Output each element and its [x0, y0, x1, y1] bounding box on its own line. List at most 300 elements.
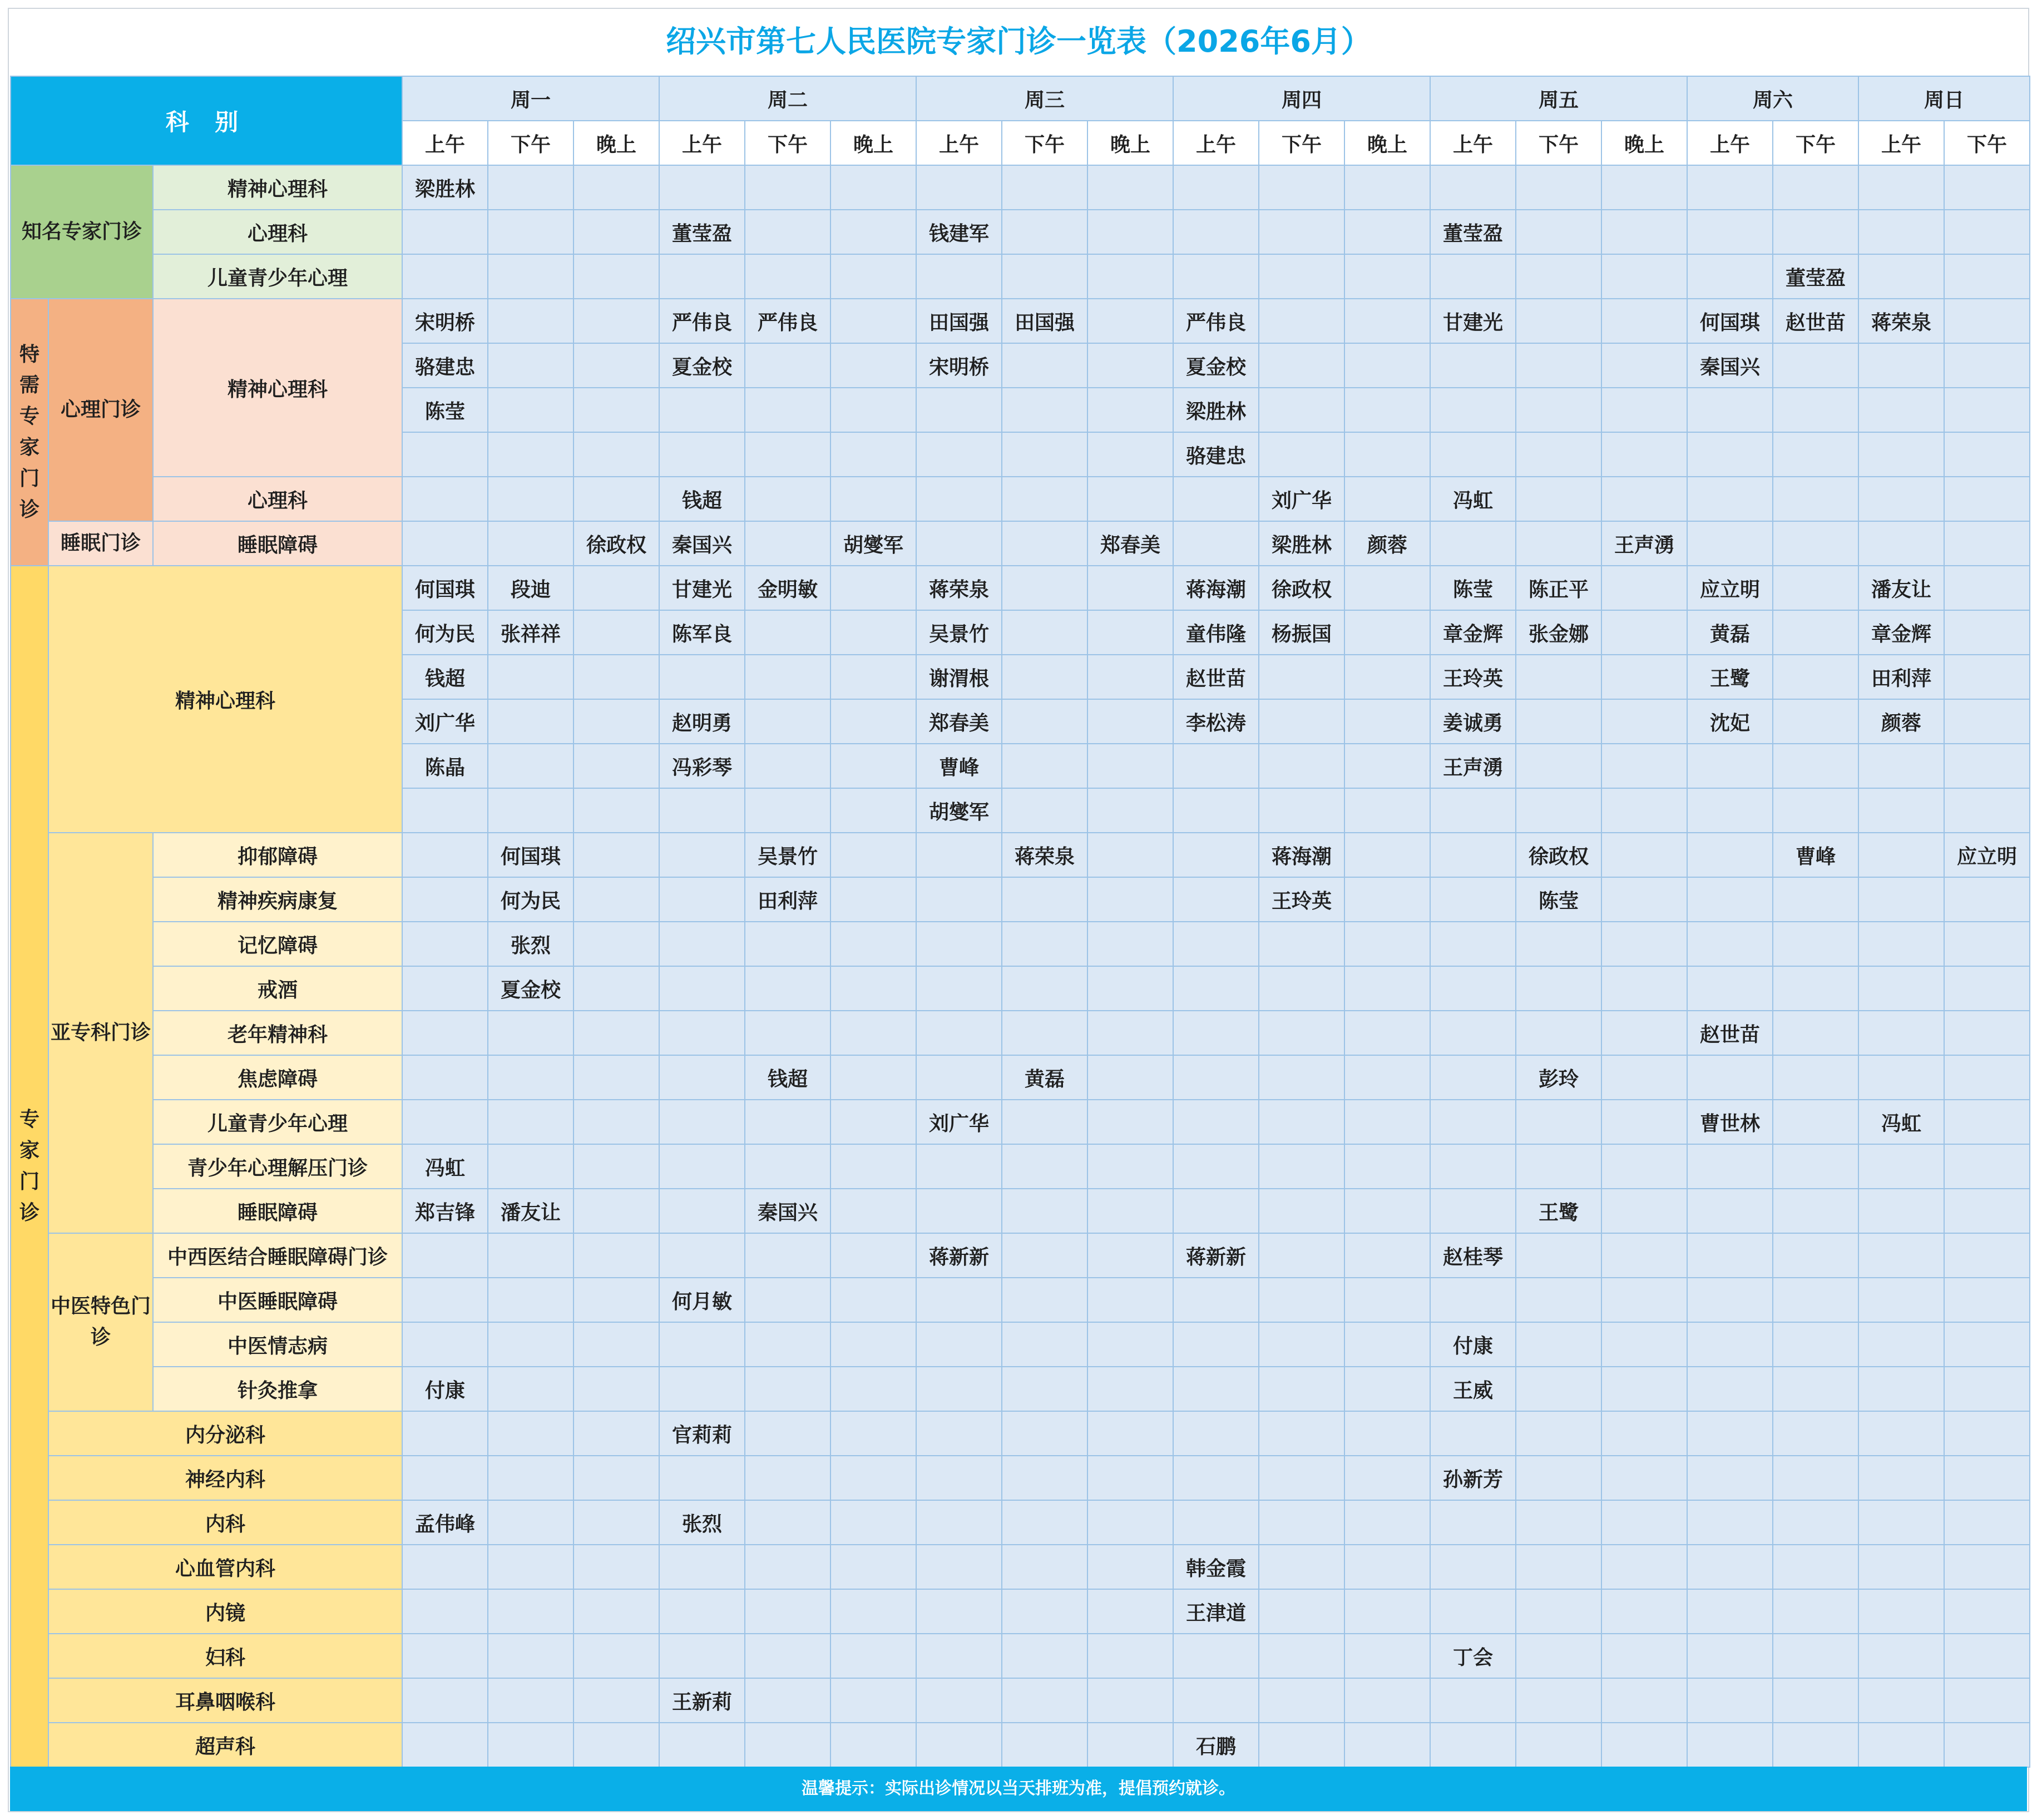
schedule-cell: 蒋荣泉	[1002, 833, 1087, 877]
schedule-cell	[1773, 210, 1858, 254]
schedule-cell: 何国琪	[488, 833, 573, 877]
schedule-cell: 秦国兴	[659, 521, 745, 566]
schedule-cell	[1344, 1411, 1430, 1456]
schedule-cell: 田利萍	[1858, 655, 1944, 699]
schedule-cell	[830, 699, 916, 744]
schedule-cell	[1344, 165, 1430, 210]
subgroup-label: 中医特色门诊	[48, 1233, 153, 1411]
schedule-cell: 吴景竹	[745, 833, 830, 877]
schedule-cell	[1087, 788, 1173, 833]
schedule-cell	[745, 610, 830, 655]
schedule-cell	[1858, 1189, 1944, 1233]
schedule-cell	[1773, 477, 1858, 521]
schedule-cell	[1944, 343, 2030, 388]
schedule-cell	[402, 1634, 488, 1678]
table-row	[11, 1100, 2030, 1144]
schedule-cell	[488, 1100, 573, 1144]
schedule-cell	[1773, 1233, 1858, 1278]
schedule-cell	[1002, 343, 1087, 388]
schedule-cell	[916, 477, 1002, 521]
schedule-cell	[1173, 1456, 1259, 1500]
schedule-cell	[1687, 1233, 1773, 1278]
schedule-cell	[488, 1545, 573, 1589]
schedule-cell	[488, 477, 573, 521]
slot-header: 下午	[1773, 121, 1858, 165]
schedule-cell	[1002, 210, 1087, 254]
dept-label: 儿童青少年心理	[153, 1100, 402, 1144]
schedule-cell	[1430, 1100, 1516, 1144]
schedule-cell	[402, 922, 488, 966]
schedule-cell	[1087, 1011, 1173, 1055]
slot-header: 下午	[745, 121, 830, 165]
schedule-cell	[916, 1322, 1002, 1367]
schedule-cell: 刘广华	[1259, 477, 1344, 521]
schedule-cell	[1944, 432, 2030, 477]
schedule-cell	[488, 788, 573, 833]
schedule-cell: 何月敏	[659, 1278, 745, 1322]
schedule-cell	[745, 1456, 830, 1500]
schedule-cell	[573, 299, 659, 343]
schedule-cell	[1087, 1100, 1173, 1144]
schedule-cell	[1944, 566, 2030, 610]
schedule-cell	[488, 1411, 573, 1456]
schedule-cell	[1087, 1589, 1173, 1634]
schedule-cell	[1773, 165, 1858, 210]
schedule-cell	[1002, 1100, 1087, 1144]
schedule-cell	[1087, 1278, 1173, 1322]
schedule-cell: 郑吉锋	[402, 1189, 488, 1233]
schedule-cell	[573, 165, 659, 210]
schedule-cell	[1259, 254, 1344, 299]
schedule-cell	[573, 477, 659, 521]
table-row	[11, 521, 2030, 566]
schedule-cell	[1773, 1055, 1858, 1100]
schedule-cell	[488, 521, 573, 566]
schedule-cell	[745, 1100, 830, 1144]
schedule-cell	[1773, 922, 1858, 966]
schedule-cell	[1087, 1322, 1173, 1367]
schedule-cell	[1173, 922, 1259, 966]
schedule-cell	[1002, 432, 1087, 477]
schedule-cell	[1087, 1055, 1173, 1100]
schedule-cell	[402, 788, 488, 833]
schedule-cell	[488, 1322, 573, 1367]
schedule-cell: 刘广华	[402, 699, 488, 744]
schedule-cell	[573, 1278, 659, 1322]
schedule-cell	[745, 1723, 830, 1767]
schedule-cell	[573, 1678, 659, 1723]
schedule-cell	[1516, 1634, 1601, 1678]
schedule-cell: 张烈	[488, 922, 573, 966]
schedule-cell	[1259, 966, 1344, 1011]
schedule-cell	[402, 1011, 488, 1055]
schedule-cell	[830, 1367, 916, 1411]
schedule-cell	[1601, 1100, 1687, 1144]
schedule-cell	[573, 388, 659, 432]
schedule-cell	[1601, 833, 1687, 877]
schedule-cell	[1601, 388, 1687, 432]
schedule-cell	[1002, 1723, 1087, 1767]
schedule-cell	[1944, 1144, 2030, 1189]
dept-label: 耳鼻咽喉科	[48, 1678, 402, 1723]
schedule-cell	[1344, 1233, 1430, 1278]
schedule-cell	[659, 254, 745, 299]
schedule-cell	[1087, 477, 1173, 521]
day-header-sat: 周六	[1687, 76, 1858, 121]
schedule-cell	[1944, 966, 2030, 1011]
schedule-cell	[1858, 1500, 1944, 1545]
schedule-cell	[1944, 744, 2030, 788]
schedule-cell	[1601, 1144, 1687, 1189]
schedule-cell	[573, 744, 659, 788]
table-row	[11, 254, 2030, 299]
schedule-cell	[488, 1634, 573, 1678]
schedule-cell: 钱建军	[916, 210, 1002, 254]
schedule-cell	[916, 388, 1002, 432]
schedule-cell	[659, 788, 745, 833]
schedule-cell: 陈莹	[1516, 877, 1601, 922]
schedule-cell: 王玲英	[1259, 877, 1344, 922]
schedule-cell	[1344, 1189, 1430, 1233]
schedule-cell	[1259, 788, 1344, 833]
dept-label: 抑郁障碍	[153, 833, 402, 877]
schedule-cell	[1259, 1545, 1344, 1589]
schedule-cell	[1002, 1411, 1087, 1456]
schedule-cell	[1773, 432, 1858, 477]
schedule-cell	[573, 833, 659, 877]
schedule-cell	[1944, 388, 2030, 432]
schedule-cell	[1516, 1589, 1601, 1634]
schedule-cell	[745, 388, 830, 432]
schedule-cell: 彭玲	[1516, 1055, 1601, 1100]
schedule-cell	[1430, 1723, 1516, 1767]
schedule-cell: 付康	[1430, 1322, 1516, 1367]
schedule-cell	[1773, 1545, 1858, 1589]
schedule-cell	[488, 299, 573, 343]
schedule-cell	[573, 610, 659, 655]
schedule-cell	[1601, 1367, 1687, 1411]
schedule-cell: 胡燮军	[830, 521, 916, 566]
schedule-cell: 丁会	[1430, 1634, 1516, 1678]
schedule-cell	[488, 699, 573, 744]
schedule-cell	[830, 1678, 916, 1723]
schedule-cell	[1430, 254, 1516, 299]
slot-header: 下午	[488, 121, 573, 165]
schedule-cell	[1002, 1456, 1087, 1500]
schedule-cell	[1687, 1278, 1773, 1322]
schedule-cell	[1944, 1367, 2030, 1411]
schedule-cell	[1601, 343, 1687, 388]
schedule-cell	[1858, 1634, 1944, 1678]
schedule-cell	[1516, 1545, 1601, 1589]
subgroup-label: 亚专科门诊	[48, 833, 153, 1233]
schedule-cell	[830, 744, 916, 788]
schedule-cell	[916, 1589, 1002, 1634]
schedule-cell	[1173, 1189, 1259, 1233]
schedule-cell	[1944, 1678, 2030, 1723]
schedule-cell	[745, 1411, 830, 1456]
schedule-cell	[1087, 1144, 1173, 1189]
schedule-cell	[1002, 521, 1087, 566]
schedule-cell: 何国琪	[1687, 299, 1773, 343]
schedule-cell	[1516, 477, 1601, 521]
schedule-cell	[1430, 922, 1516, 966]
schedule-cell	[1259, 699, 1344, 744]
schedule-cell: 郑春美	[1087, 521, 1173, 566]
schedule-cell	[1858, 1055, 1944, 1100]
schedule-cell	[1944, 1100, 2030, 1144]
schedule-cell	[1344, 833, 1430, 877]
schedule-cell	[1002, 165, 1087, 210]
schedule-cell	[1687, 432, 1773, 477]
schedule-cell	[1087, 432, 1173, 477]
schedule-cell	[1259, 210, 1344, 254]
schedule-cell	[1344, 388, 1430, 432]
schedule-cell	[830, 299, 916, 343]
schedule-cell: 沈妃	[1687, 699, 1773, 744]
schedule-cell	[1344, 566, 1430, 610]
footer-notice: 温馨提示：实际出诊情况以当天排班为准，提倡预约就诊。	[10, 1767, 2027, 1811]
schedule-cell	[402, 877, 488, 922]
schedule-cell	[745, 966, 830, 1011]
schedule-cell	[659, 655, 745, 699]
schedule-cell: 甘建光	[659, 566, 745, 610]
schedule-cell	[1944, 1723, 2030, 1767]
schedule-cell	[488, 1367, 573, 1411]
schedule-cell	[1087, 1411, 1173, 1456]
schedule-cell	[1858, 1723, 1944, 1767]
schedule-cell	[1002, 388, 1087, 432]
schedule-cell: 赵明勇	[659, 699, 745, 744]
schedule-cell	[1516, 1100, 1601, 1144]
schedule-cell	[488, 1589, 573, 1634]
schedule-cell	[1516, 210, 1601, 254]
schedule-cell	[1173, 1500, 1259, 1545]
schedule-cell	[1173, 877, 1259, 922]
schedule-cell	[402, 432, 488, 477]
table-row	[11, 966, 2030, 1011]
schedule-cell	[573, 788, 659, 833]
schedule-cell	[745, 1011, 830, 1055]
schedule-cell	[830, 1500, 916, 1545]
schedule-cell	[1773, 699, 1858, 744]
schedule-cell	[402, 1456, 488, 1500]
schedule-cell	[1516, 388, 1601, 432]
schedule-cell	[659, 388, 745, 432]
schedule-cell	[1773, 1678, 1858, 1723]
schedule-cell: 董莹盈	[1773, 254, 1858, 299]
schedule-cell	[1858, 966, 1944, 1011]
schedule-cell	[1858, 477, 1944, 521]
schedule-cell	[1173, 477, 1259, 521]
schedule-cell: 骆建忠	[1173, 432, 1259, 477]
group-label: 知名专家门诊	[11, 165, 153, 299]
schedule-cell	[1516, 1411, 1601, 1456]
dept-label: 超声科	[48, 1723, 402, 1767]
schedule-cell	[659, 1233, 745, 1278]
schedule-cell	[745, 1500, 830, 1545]
schedule-cell	[1087, 566, 1173, 610]
schedule-cell	[1002, 699, 1087, 744]
schedule-cell	[916, 833, 1002, 877]
schedule-cell	[1344, 1322, 1430, 1367]
schedule-cell: 夏金校	[659, 343, 745, 388]
slot-header: 晚上	[1601, 121, 1687, 165]
schedule-cell	[573, 1634, 659, 1678]
schedule-cell	[1944, 699, 2030, 744]
schedule-cell	[1516, 922, 1601, 966]
schedule-cell	[1773, 1367, 1858, 1411]
schedule-cell	[1430, 165, 1516, 210]
schedule-cell: 孙新芳	[1430, 1456, 1516, 1500]
schedule-cell	[1944, 299, 2030, 343]
schedule-cell	[488, 1723, 573, 1767]
schedule-cell	[1430, 432, 1516, 477]
schedule-cell	[1002, 566, 1087, 610]
schedule-cell: 钱超	[402, 655, 488, 699]
schedule-cell	[1773, 1456, 1858, 1500]
schedule-cell	[916, 165, 1002, 210]
dept-label: 心理科	[153, 210, 402, 254]
schedule-cell	[1601, 1011, 1687, 1055]
schedule-cell: 黄磊	[1687, 610, 1773, 655]
schedule-cell	[1858, 254, 1944, 299]
schedule-cell	[1687, 1723, 1773, 1767]
schedule-cell	[1773, 610, 1858, 655]
schedule-cell	[1002, 1678, 1087, 1723]
table-row	[11, 1233, 2030, 1278]
table-row	[11, 1545, 2030, 1589]
schedule-cell	[916, 1011, 1002, 1055]
schedule-cell: 杨振国	[1259, 610, 1344, 655]
schedule-cell	[1858, 343, 1944, 388]
slot-header: 上午	[916, 121, 1002, 165]
schedule-cell	[1259, 1055, 1344, 1100]
schedule-cell	[1344, 1100, 1430, 1144]
slot-header: 下午	[1259, 121, 1344, 165]
schedule-cell	[1687, 1367, 1773, 1411]
schedule-cell	[488, 1500, 573, 1545]
schedule-cell	[1344, 1055, 1430, 1100]
schedule-cell: 梁胜林	[1173, 388, 1259, 432]
dept-label: 神经内科	[48, 1456, 402, 1500]
schedule-cell	[745, 254, 830, 299]
schedule-cell	[1344, 1456, 1430, 1500]
schedule-cell	[1516, 966, 1601, 1011]
schedule-cell	[916, 521, 1002, 566]
schedule-cell	[1344, 1011, 1430, 1055]
schedule-cell	[745, 521, 830, 566]
schedule-cell	[1173, 1144, 1259, 1189]
slot-header: 晚上	[1087, 121, 1173, 165]
schedule-cell	[1430, 966, 1516, 1011]
schedule-cell: 应立明	[1944, 833, 2030, 877]
schedule-cell	[659, 165, 745, 210]
schedule-cell	[1344, 1367, 1430, 1411]
schedule-cell	[1087, 1545, 1173, 1589]
schedule-cell	[1430, 521, 1516, 566]
schedule-cell	[1430, 1055, 1516, 1100]
schedule-cell	[1687, 1456, 1773, 1500]
schedule-cell	[1344, 1678, 1430, 1723]
schedule-cell: 王声湧	[1601, 521, 1687, 566]
schedule-cell	[1687, 521, 1773, 566]
schedule-cell	[1344, 966, 1430, 1011]
schedule-cell: 梁胜林	[1259, 521, 1344, 566]
schedule-cell	[1344, 610, 1430, 655]
dept-label: 心理科	[153, 477, 402, 521]
schedule-cell	[745, 1545, 830, 1589]
schedule-cell: 骆建忠	[402, 343, 488, 388]
schedule-cell: 徐政权	[573, 521, 659, 566]
schedule-cell	[1687, 165, 1773, 210]
schedule-cell	[745, 477, 830, 521]
schedule-cell	[1687, 1144, 1773, 1189]
schedule-cell	[488, 388, 573, 432]
schedule-cell	[1944, 1456, 2030, 1500]
schedule-cell	[1858, 1144, 1944, 1189]
table-row	[11, 299, 2030, 343]
schedule-cell	[488, 1456, 573, 1500]
schedule-cell	[573, 1589, 659, 1634]
schedule-cell	[1687, 833, 1773, 877]
schedule-cell	[1002, 1189, 1087, 1233]
schedule-cell	[830, 1634, 916, 1678]
dept-label: 针灸推拿	[153, 1367, 402, 1411]
schedule-cell	[1344, 1144, 1430, 1189]
schedule-cell	[488, 1144, 573, 1189]
day-header-sun: 周日	[1858, 76, 2030, 121]
schedule-cell	[1773, 566, 1858, 610]
schedule-cell	[1002, 788, 1087, 833]
schedule-cell	[1601, 788, 1687, 833]
schedule-cell	[573, 1456, 659, 1500]
schedule-cell	[573, 1055, 659, 1100]
page-title: 绍兴市第七人民医院专家门诊一览表（2026年6月）	[666, 24, 1371, 59]
schedule-cell	[1087, 1723, 1173, 1767]
schedule-cell	[1344, 343, 1430, 388]
schedule-cell	[573, 1100, 659, 1144]
schedule-cell	[1516, 1278, 1601, 1322]
schedule-cell	[830, 165, 916, 210]
schedule-cell: 韩金霞	[1173, 1545, 1259, 1589]
schedule-cell: 颜蓉	[1344, 521, 1430, 566]
schedule-cell: 曹峰	[916, 744, 1002, 788]
schedule-cell	[916, 1678, 1002, 1723]
schedule-cell	[745, 922, 830, 966]
schedule-cell	[1773, 788, 1858, 833]
schedule-cell: 钱超	[745, 1055, 830, 1100]
schedule-cell	[1344, 432, 1430, 477]
table-row	[11, 1367, 2030, 1411]
schedule-cell	[1002, 1011, 1087, 1055]
schedule-cell	[1173, 1322, 1259, 1367]
schedule-cell	[1944, 1055, 2030, 1100]
schedule-cell	[402, 254, 488, 299]
schedule-cell	[573, 1322, 659, 1367]
dept-label: 戒酒	[153, 966, 402, 1011]
schedule-cell	[1601, 1278, 1687, 1322]
schedule-cell	[1087, 1456, 1173, 1500]
schedule-cell	[830, 343, 916, 388]
schedule-cell	[1858, 788, 1944, 833]
schedule-cell: 蒋荣泉	[1858, 299, 1944, 343]
schedule-cell	[402, 1055, 488, 1100]
schedule-cell	[1516, 1144, 1601, 1189]
schedule-cell	[1858, 877, 1944, 922]
schedule-cell	[1344, 699, 1430, 744]
table-row	[11, 477, 2030, 521]
